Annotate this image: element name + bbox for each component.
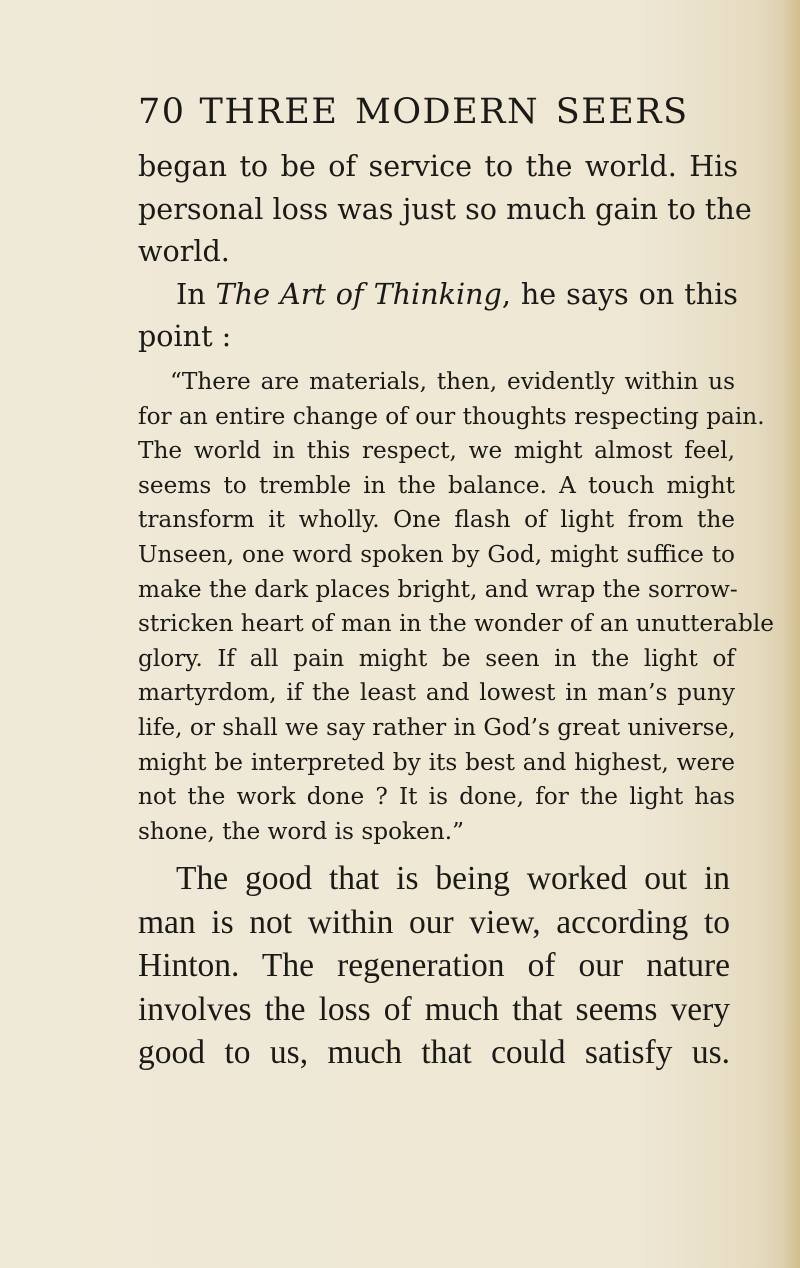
quote-line: transform it wholly. One flash of light from the <box>138 506 735 534</box>
quote-line: for an entire change of our thoughts respecting pain. <box>138 402 765 430</box>
main-text-bottom <box>138 857 730 1075</box>
quote-line: make the dark places bright, and wrap the sorrow- <box>138 575 738 603</box>
quote-line: “There are materials, then, evidently within us <box>170 368 735 395</box>
paragraph3-line: man is not within our view, according to <box>138 903 730 941</box>
quote-line: The world in this respect, we might almost feel, <box>138 437 735 465</box>
paragraph2-line-1 <box>138 273 738 316</box>
paragraph3-line: good to us, much that could satisfy us. <box>138 1034 730 1071</box>
paragraph1-line-1: began to be of service to the world. His <box>138 149 738 183</box>
quote-line: martyrdom, if the least and lowest in man’s puny <box>138 679 735 707</box>
quote-line: Unseen, one word spoken by God, might suffice to <box>138 540 735 568</box>
quote-line: stricken heart of man in the wonder of an unutterable <box>138 610 774 638</box>
quote-line: might be interpreted by its best and highest, were <box>138 748 735 776</box>
running-head-title: THREE MODERN SEERS <box>199 92 689 132</box>
paragraph2-line-2: point : <box>138 319 232 353</box>
page-number: 70 <box>138 92 186 132</box>
paragraph3-line: The good that is being worked out in <box>176 860 730 897</box>
paragraph1-line-2: personal loss was just so much gain to the <box>138 191 752 226</box>
main-text-top <box>138 145 752 358</box>
paragraph1-line-3: world. <box>138 234 230 268</box>
page-edge-shading <box>782 0 800 1268</box>
paragraph3-line: involves the loss of much that seems very <box>138 990 730 1028</box>
quote-line: not the work done ? It is done, for the light has <box>138 783 735 811</box>
quote-line: glory. If all pain might be seen in the light of <box>138 644 735 672</box>
quote-line: life, or shall we say rather in God’s great universe, <box>138 713 736 741</box>
paragraph2-prefix: In <box>176 276 216 311</box>
quote-line: seems to tremble in the balance. A touch might <box>138 471 735 499</box>
quote-line: shone, the word is spoken.” <box>138 817 464 845</box>
book-title: The Art of Thinking <box>215 276 502 311</box>
paragraph2-suffix: , he says on this <box>501 276 738 311</box>
paragraph3-line: Hinton. The regeneration of our nature <box>138 947 730 984</box>
running-header <box>138 92 689 132</box>
block-quotation <box>138 365 774 849</box>
